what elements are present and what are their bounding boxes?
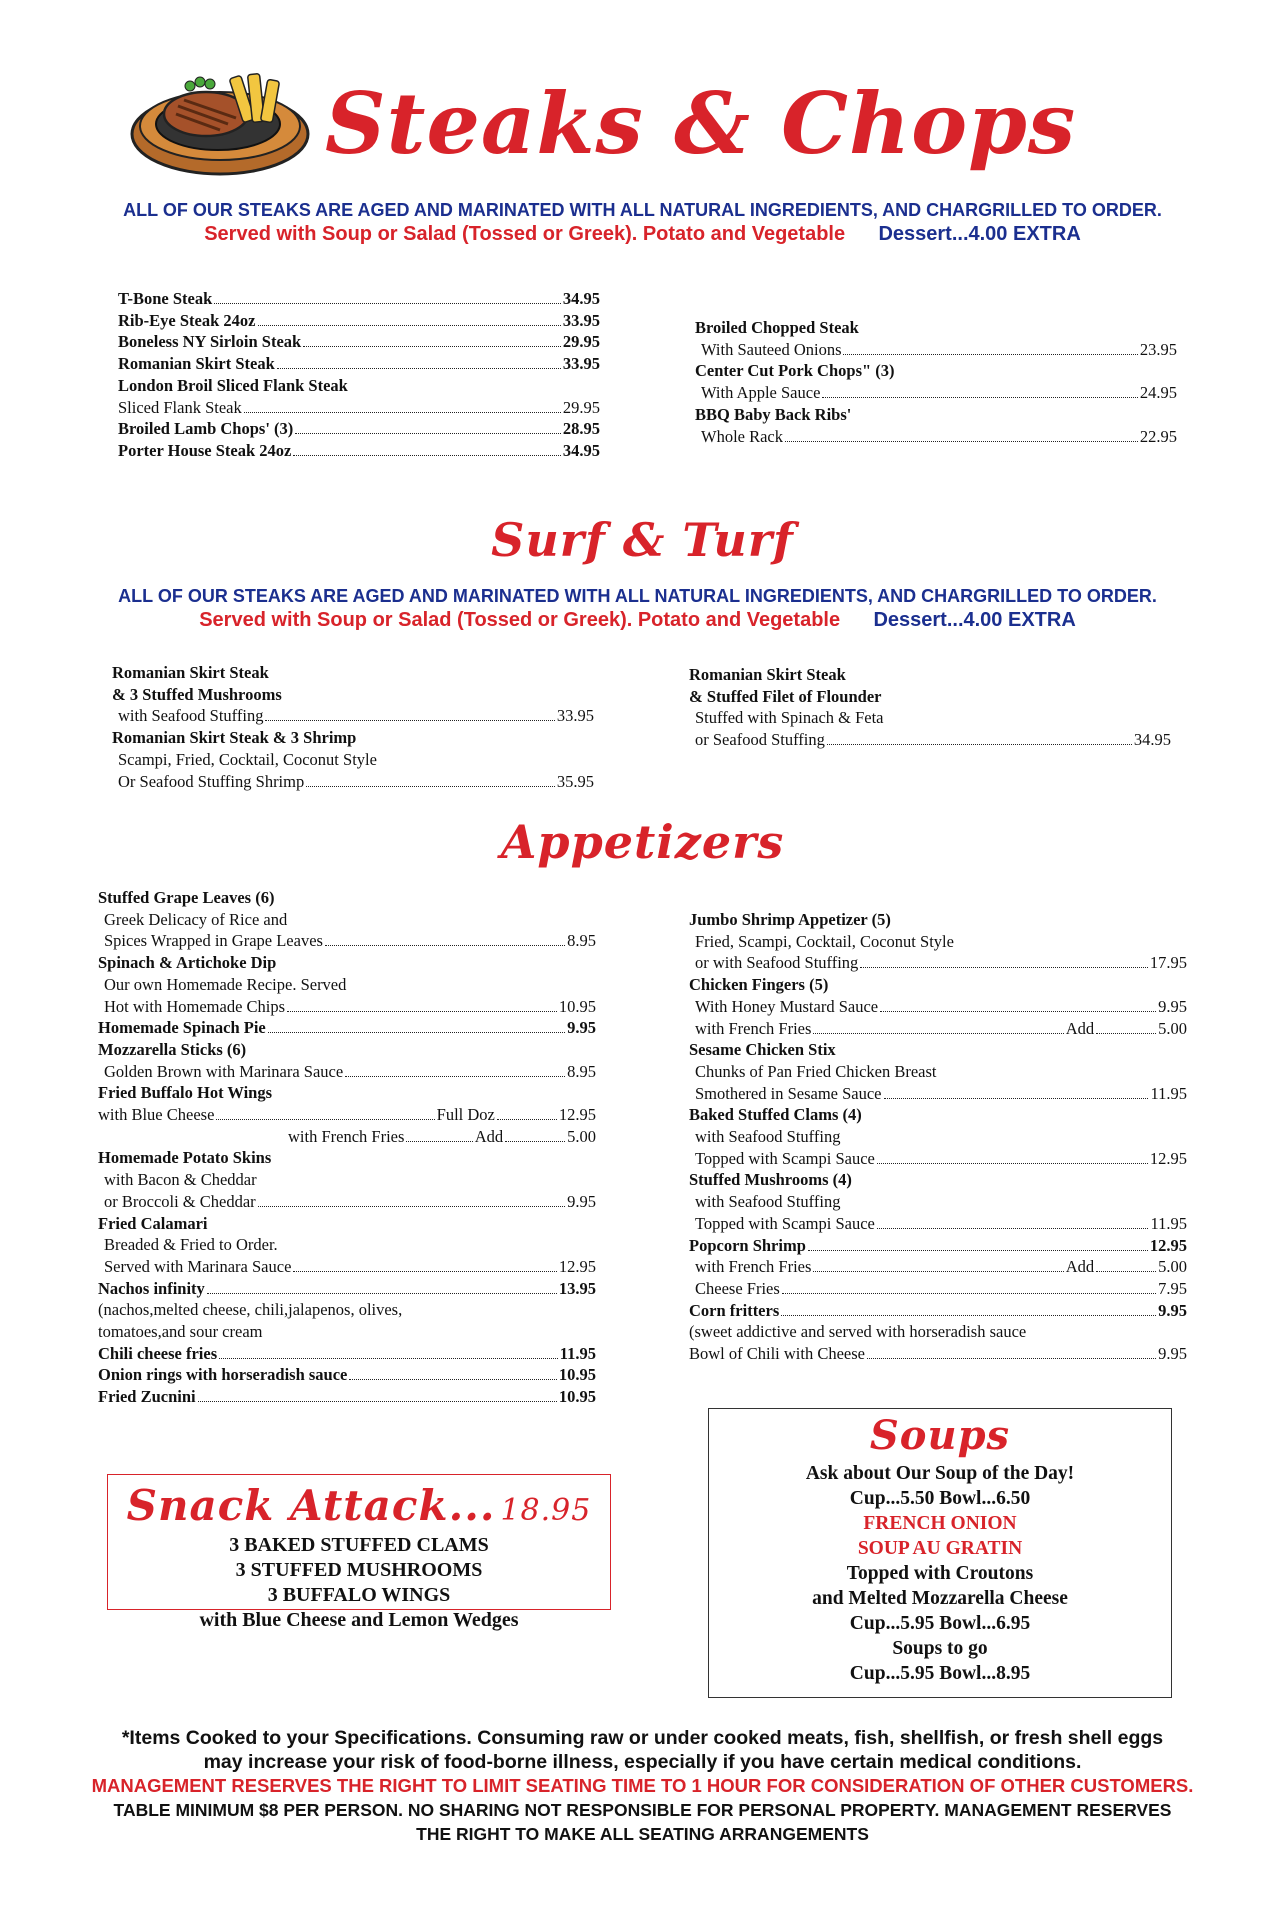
steaks-note-red <box>30 223 1255 246</box>
menu-item-price: 22.95 <box>1139 426 1177 446</box>
menu-item <box>98 952 596 974</box>
menu-item-price: 12.95 <box>1149 1148 1187 1168</box>
dot-leader <box>268 1032 565 1033</box>
menu-item-label: Spices Wrapped in Grape Leaves <box>104 931 323 951</box>
menu-item <box>695 339 1177 361</box>
menu-item <box>695 382 1177 404</box>
menu-item <box>98 1213 596 1235</box>
menu-item <box>689 1018 1187 1040</box>
menu-item-extra: Add <box>1065 1257 1095 1277</box>
menu-item-label: Stuffed Mushrooms (4) <box>689 1170 852 1190</box>
menu-item-label: Fried Calamari <box>98 1213 208 1233</box>
menu-item-label: Bowl of Chili with Cheese <box>689 1344 865 1364</box>
menu-item-label: with Seafood Stuffing <box>118 706 264 726</box>
menu-item <box>118 397 600 419</box>
menu-item-price: 12.95 <box>1149 1235 1187 1255</box>
dot-leader <box>349 1379 557 1380</box>
dot-leader <box>813 1033 1063 1034</box>
menu-item-extra: Add <box>474 1126 504 1146</box>
menu-item <box>98 1061 596 1083</box>
menu-item <box>98 1299 596 1321</box>
menu-item-price: 8.95 <box>567 1061 596 1081</box>
menu-item <box>98 996 596 1018</box>
dot-leader <box>219 1358 558 1359</box>
menu-item-price: 28.95 <box>562 419 600 439</box>
menu-item-price: 10.95 <box>558 996 596 1016</box>
menu-item-label: Romanian Skirt Steak <box>689 665 846 684</box>
menu-item-price: 7.95 <box>1158 1278 1187 1298</box>
menu-item-label: (sweet addictive and served with horseradish sauce <box>689 1322 1027 1342</box>
dot-leader <box>785 441 1138 442</box>
dot-leader <box>345 1076 565 1077</box>
menu-item-price: 9.95 <box>567 1191 596 1211</box>
soups-line-3: FRENCH ONION <box>863 1513 1017 1534</box>
dot-leader <box>258 325 561 326</box>
menu-item-label: Broiled Lamb Chops' (3) <box>118 419 294 439</box>
snack-line-2: 3 STUFFED MUSHROOMS <box>235 1559 483 1581</box>
menu-item <box>689 1321 1187 1343</box>
menu-item-price: 35.95 <box>556 771 594 791</box>
dot-leader <box>860 967 1148 968</box>
menu-item <box>98 974 596 996</box>
menu-item <box>98 1126 596 1148</box>
menu-item-label: with French Fries <box>695 1018 812 1038</box>
menu-item <box>98 1256 596 1278</box>
soups-box <box>708 1408 1172 1698</box>
menu-item-label: Greek Delicacy of Rice and <box>104 909 288 929</box>
dot-leader <box>258 1206 565 1207</box>
menu-item-label: or Broccoli & Cheddar <box>104 1191 256 1211</box>
steaks-dessert: Dessert...4.00 EXTRA <box>878 223 1081 245</box>
menu-item-label: Baked Stuffed Clams (4) <box>689 1105 862 1125</box>
dot-leader <box>880 1011 1156 1012</box>
dot-leader <box>214 303 561 304</box>
menu-item-price: 8.95 <box>567 931 596 951</box>
dot-leader <box>277 368 561 369</box>
menu-item-label: Golden Brown with Marinara Sauce <box>104 1061 344 1081</box>
menu-item-price: 9.95 <box>1158 1344 1187 1364</box>
menu-item-label: Fried, Scampi, Cocktail, Coconut Style <box>695 931 954 951</box>
soups-title: Soups <box>869 1412 1011 1459</box>
menu-item <box>689 952 1187 974</box>
menu-item <box>689 909 1187 931</box>
menu-item-price: 11.95 <box>1150 1083 1187 1103</box>
menu-item-price: 11.95 <box>1150 1213 1187 1233</box>
snack-attack-heading <box>108 1483 610 1529</box>
menu-item-label: Onion rings with horseradish sauce <box>98 1365 348 1385</box>
soups-line-1: Ask about Our Soup of the Day! <box>805 1463 1075 1484</box>
menu-item-label: (nachos,melted cheese, chili,jalapenos, olives, <box>98 1300 403 1320</box>
dot-leader <box>813 1271 1063 1272</box>
menu-item <box>98 1321 596 1343</box>
menu-item-label: & 3 Stuffed Mushrooms <box>112 684 282 704</box>
menu-item <box>98 1234 596 1256</box>
menu-item-extra: Add <box>1065 1018 1095 1038</box>
dot-leader <box>808 1250 1148 1251</box>
dot-leader <box>287 1011 557 1012</box>
menu-item <box>689 1256 1187 1278</box>
steak-plate-illustration <box>128 64 313 179</box>
surf-served-with: Served with Soup or Salad (Tossed or Greek). Potato and Vegetable <box>199 609 841 631</box>
menu-item <box>112 727 594 749</box>
menu-item <box>689 1104 1187 1126</box>
menu-item-label: Mozzarella Sticks (6) <box>98 1039 247 1059</box>
appetizers-title: Appetizers <box>500 815 785 869</box>
surf-turf-title: Surf & Turf <box>491 513 794 567</box>
menu-item-label: Corn fritters <box>689 1300 780 1320</box>
menu-item-label: or Seafood Stuffing <box>695 730 825 750</box>
dot-leader <box>303 346 561 347</box>
menu-item <box>118 375 600 397</box>
menu-item-price: 33.95 <box>556 706 594 726</box>
soups-line-9: Cup...5.95 Bowl...8.95 <box>849 1663 1031 1684</box>
footer-line-1: *Items Cooked to your Specifications. Consuming raw or under cooked meats, fish, shellfish, or fresh shell eggs <box>121 1727 1164 1749</box>
menu-item-price: 12.95 <box>558 1105 596 1125</box>
menu-item-price: 5.00 <box>1158 1018 1187 1038</box>
menu-item-price: 29.95 <box>562 332 600 352</box>
menu-item-label: Nachos infinity <box>98 1278 205 1298</box>
menu-item <box>689 664 1171 686</box>
menu-item <box>112 662 594 684</box>
menu-item <box>118 310 600 332</box>
page-title: Steaks & Chops <box>325 74 1077 173</box>
menu-item <box>98 930 596 952</box>
menu-item-price: 10.95 <box>558 1387 596 1407</box>
menu-item <box>689 1278 1187 1300</box>
menu-item <box>689 1343 1187 1365</box>
menu-item <box>118 418 600 440</box>
menu-item-label: Chunks of Pan Fried Chicken Breast <box>695 1061 937 1081</box>
menu-item-price: 11.95 <box>559 1343 596 1363</box>
steaks-right-list <box>695 317 1177 447</box>
menu-item-label: With Sauteed Onions <box>701 339 842 359</box>
menu-item-label: & Stuffed Filet of Flounder <box>689 686 882 706</box>
menu-item-price: 9.95 <box>567 1018 596 1038</box>
footer-line-5: THE RIGHT TO MAKE ALL SEATING ARRANGEMENTS <box>416 1824 869 1844</box>
menu-item <box>118 331 600 353</box>
menu-item <box>689 974 1187 996</box>
menu-item <box>98 1104 596 1126</box>
menu-item <box>689 1235 1187 1257</box>
menu-item <box>98 909 596 931</box>
menu-item-label: Homemade Potato Skins <box>98 1148 272 1168</box>
menu-item-price: 34.95 <box>562 289 600 308</box>
menu-item-price: 33.95 <box>562 310 600 330</box>
menu-item-label: Porter House Steak 24oz <box>118 440 292 460</box>
menu-item <box>689 707 1171 729</box>
menu-item-label: Popcorn Shrimp <box>689 1235 806 1255</box>
menu-item-label: Topped with Scampi Sauce <box>695 1148 875 1168</box>
menu-item-price: 5.00 <box>567 1126 596 1146</box>
snack-line-3: 3 BUFFALO WINGS <box>267 1584 451 1606</box>
dot-leader <box>781 1315 1156 1316</box>
dot-leader <box>1096 1033 1156 1034</box>
menu-item-label: Sliced Flank Steak <box>118 397 242 417</box>
menu-item <box>689 1300 1187 1322</box>
footer-line-2: may increase your risk of food-borne illness, especially if you have certain medical conditions. <box>203 1751 1082 1773</box>
menu-item-price: 12.95 <box>558 1256 596 1276</box>
menu-item-label: Cheese Fries <box>695 1278 780 1298</box>
footer-line-4: TABLE MINIMUM $8 PER PERSON. NO SHARING NOT RESPONSIBLE FOR PERSONAL PROPERTY. MANAGEMENT RESERVES <box>113 1800 1172 1820</box>
menu-item-label: Stuffed Grape Leaves (6) <box>98 888 275 907</box>
menu-item-label: Hot with Homemade Chips <box>104 996 286 1016</box>
menu-item-price: 34.95 <box>562 440 600 460</box>
menu-item <box>695 317 1177 339</box>
menu-item-label: tomatoes,and sour cream <box>98 1322 263 1342</box>
menu-item <box>112 684 594 706</box>
menu-item-label: Boneless NY Sirloin Steak <box>118 332 302 352</box>
dot-leader <box>293 1271 556 1272</box>
menu-item-label: Spinach & Artichoke Dip <box>98 953 277 973</box>
menu-item-label: or with Seafood Stuffing <box>695 953 859 973</box>
dot-leader <box>293 455 561 456</box>
soups-line-4: SOUP AU GRATIN <box>857 1538 1023 1559</box>
footer-line-3: MANAGEMENT RESERVES THE RIGHT TO LIMIT SEATING TIME TO 1 HOUR FOR CONSIDERATION OF OTHER CUSTOMERS. <box>91 1775 1194 1796</box>
menu-item-label: Breaded & Fried to Order. <box>104 1235 278 1255</box>
menu-item-label: Topped with Scampi Sauce <box>695 1213 875 1233</box>
menu-item <box>98 1147 596 1169</box>
soups-line-2: Cup...5.50 Bowl...6.50 <box>849 1488 1031 1509</box>
dot-leader <box>782 1293 1156 1294</box>
menu-item-label: Romanian Skirt Steak <box>112 663 269 682</box>
menu-item-price: 5.00 <box>1158 1257 1187 1277</box>
dot-leader <box>207 1293 557 1294</box>
soups-line-5: Topped with Croutons <box>846 1563 1034 1584</box>
dot-leader <box>822 397 1137 398</box>
dot-leader <box>295 433 561 434</box>
snack-line-1: 3 BAKED STUFFED CLAMS <box>229 1534 489 1556</box>
menu-item-price: 9.95 <box>1158 996 1187 1016</box>
menu-item-label: BBQ Baby Back Ribs' <box>695 404 852 424</box>
menu-item-label: Romanian Skirt Steak & 3 Shrimp <box>112 728 357 748</box>
menu-item-price: 13.95 <box>558 1278 596 1298</box>
menu-item-label: T-Bone Steak <box>118 289 213 308</box>
dot-leader <box>306 786 555 787</box>
menu-item <box>98 1343 596 1365</box>
menu-item-label: Scampi, Fried, Cocktail, Coconut Style <box>118 749 377 769</box>
dot-leader <box>198 1401 557 1402</box>
menu-item <box>98 1039 596 1061</box>
menu-item <box>695 360 1177 382</box>
menu-item-label: With Apple Sauce <box>701 383 821 403</box>
snack-line-4: with Blue Cheese and Lemon Wedges <box>199 1609 519 1631</box>
menu-item-label: Chicken Fingers (5) <box>689 975 829 995</box>
menu-item-label: Our own Homemade Recipe. Served <box>104 974 347 994</box>
steaks-served-with: Served with Soup or Salad (Tossed or Greek). Potato and Vegetable <box>204 223 846 245</box>
steaks-note-blue: ALL OF OUR STEAKS ARE AGED AND MARINATED WITH ALL NATURAL INGREDIENTS, AND CHARGRILLED TO ORDER. <box>123 200 1162 220</box>
menu-item-label: with Seafood Stuffing <box>695 1192 841 1212</box>
menu-item <box>689 1191 1187 1213</box>
menu-item-label: Romanian Skirt Steak <box>118 354 275 374</box>
appetizers-left-list <box>98 887 596 1408</box>
dot-leader <box>827 744 1132 745</box>
menu-item-label: With Honey Mustard Sauce <box>695 996 879 1016</box>
dot-leader <box>843 354 1137 355</box>
menu-item-label: Fried Zucnini <box>98 1387 196 1407</box>
menu-item-label: Or Seafood Stuffing Shrimp <box>118 771 305 791</box>
surf-left-list <box>112 662 594 792</box>
soups-line-7: Cup...5.95 Bowl...6.95 <box>849 1613 1031 1634</box>
menu-item-price: 33.95 <box>562 354 600 374</box>
menu-item <box>98 1082 596 1104</box>
dot-leader <box>884 1098 1149 1099</box>
menu-item <box>689 729 1171 751</box>
dot-leader <box>244 412 561 413</box>
menu-item-label: Whole Rack <box>701 426 784 446</box>
dot-leader <box>406 1141 472 1142</box>
menu-item <box>98 887 596 909</box>
menu-item <box>118 440 600 462</box>
menu-item-price: 10.95 <box>558 1365 596 1385</box>
menu-item <box>98 1191 596 1213</box>
menu-item <box>689 1148 1187 1170</box>
menu-item-label: Served with Marinara Sauce <box>104 1256 292 1276</box>
menu-item-price: 24.95 <box>1139 383 1177 403</box>
menu-item <box>689 1083 1187 1105</box>
menu-item <box>689 1061 1187 1083</box>
menu-item-price: 9.95 <box>1158 1300 1187 1320</box>
dot-leader <box>505 1141 565 1142</box>
appetizers-right-list <box>689 909 1187 1365</box>
menu-item <box>689 1126 1187 1148</box>
menu-item <box>689 686 1171 708</box>
menu-item-label: Fried Buffalo Hot Wings <box>98 1083 273 1103</box>
menu-item-label: with French Fries <box>695 1257 812 1277</box>
dot-leader <box>877 1163 1148 1164</box>
menu-item-label: Smothered in Sesame Sauce <box>695 1083 882 1103</box>
menu-item <box>689 1169 1187 1191</box>
menu-item-label: Chili cheese fries <box>98 1343 218 1363</box>
menu-item-label: Jumbo Shrimp Appetizer (5) <box>689 910 891 929</box>
menu-item-label: Broiled Chopped Steak <box>695 318 859 337</box>
menu-item <box>689 1213 1187 1235</box>
menu-item <box>689 996 1187 1018</box>
menu-item-label: Center Cut Pork Chops" (3) <box>695 361 895 381</box>
dot-leader <box>497 1119 557 1120</box>
dot-leader <box>877 1228 1149 1229</box>
menu-item-label: with French Fries <box>288 1126 405 1146</box>
menu-item-price: 23.95 <box>1139 339 1177 359</box>
menu-item <box>695 404 1177 426</box>
soups-line-8: Soups to go <box>892 1638 988 1659</box>
menu-item <box>112 771 594 793</box>
menu-item <box>689 931 1187 953</box>
menu-item <box>689 1039 1187 1061</box>
menu-item <box>118 288 600 310</box>
surf-note-blue: ALL OF OUR STEAKS ARE AGED AND MARINATED WITH ALL NATURAL INGREDIENTS, AND CHARGRILLED TO ORDER. <box>118 586 1157 606</box>
dot-leader <box>265 720 554 721</box>
menu-item-price: 29.95 <box>562 397 600 417</box>
surf-note-red <box>25 609 1250 632</box>
dot-leader <box>216 1119 434 1120</box>
menu-item <box>98 1169 596 1191</box>
menu-item <box>98 1364 596 1386</box>
dot-leader <box>867 1358 1156 1359</box>
dot-leader <box>1096 1271 1156 1272</box>
menu-item-label: Sesame Chicken Stix <box>689 1040 836 1060</box>
snack-attack-price: 18.95 <box>500 1493 592 1528</box>
menu-item <box>118 353 600 375</box>
menu-item-label: with Blue Cheese <box>98 1105 215 1125</box>
menu-item-price: 34.95 <box>1133 730 1171 750</box>
steaks-left-list <box>118 288 600 462</box>
snack-attack-box <box>107 1474 611 1631</box>
menu-item-label: Rib-Eye Steak 24oz <box>118 310 256 330</box>
menu-item-label: Stuffed with Spinach & Feta <box>695 708 884 728</box>
surf-dessert: Dessert...4.00 EXTRA <box>873 609 1076 631</box>
menu-item <box>112 705 594 727</box>
menu-item <box>695 426 1177 448</box>
soups-line-6: and Melted Mozzarella Cheese <box>812 1588 1068 1609</box>
surf-right-list <box>689 664 1171 751</box>
dot-leader <box>325 945 565 946</box>
menu-item-label: with Bacon & Cheddar <box>104 1170 257 1190</box>
menu-item-label: Homemade Spinach Pie <box>98 1018 266 1038</box>
menu-item-price: 17.95 <box>1149 953 1187 973</box>
menu-item <box>98 1386 596 1408</box>
menu-item-label: with Seafood Stuffing <box>695 1127 841 1147</box>
menu-item <box>112 749 594 771</box>
menu-item-extra: Full Doz <box>436 1105 495 1125</box>
menu-item <box>98 1278 596 1300</box>
menu-item-label: London Broil Sliced Flank Steak <box>118 375 348 395</box>
menu-item <box>98 1017 596 1039</box>
snack-attack-title: Snack Attack... <box>126 1481 496 1530</box>
